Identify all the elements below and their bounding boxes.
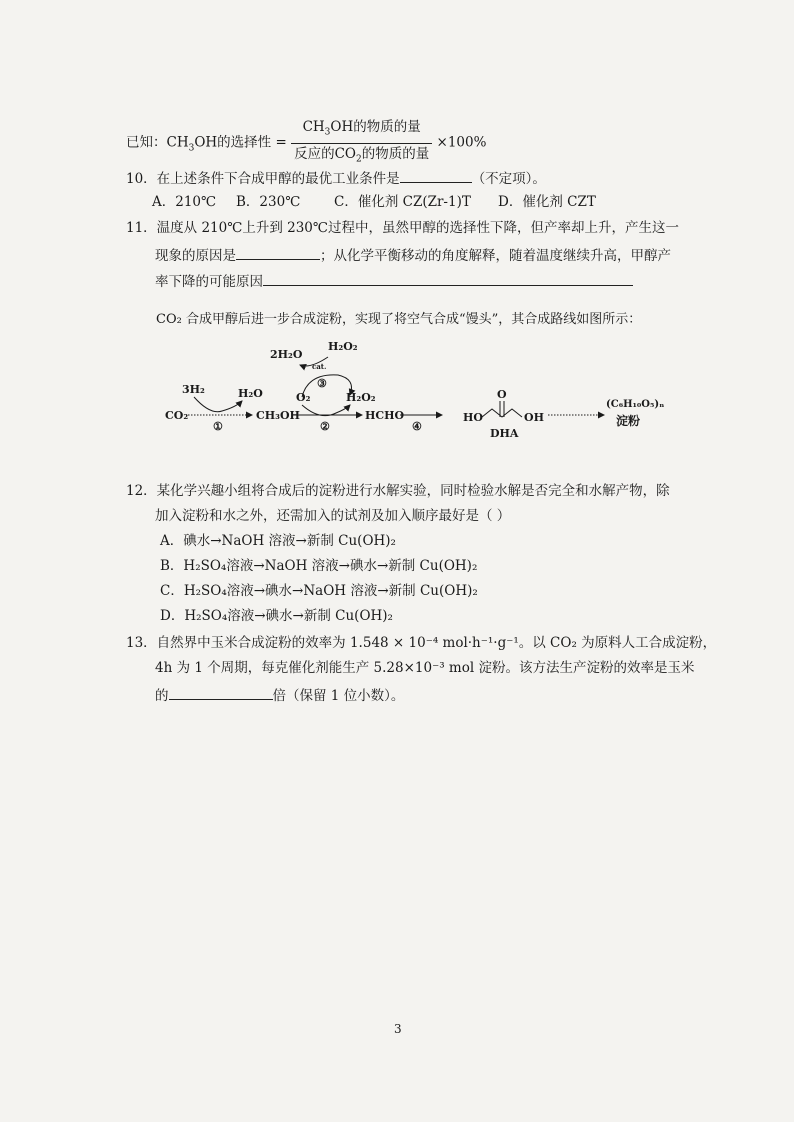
q13-answer-blank[interactable] [169,685,273,700]
q12-line2: 加入淀粉和水之外，还需加入的试剂及加入顺序最好是（ ） [155,508,511,524]
scheme-ch3oh: CH₃OH [256,409,300,422]
q10-option-a: A．210℃ [152,194,217,210]
q11-line3: 率下降的可能原因 [155,271,633,291]
scheme-starch-formula: (C₆H₁₀O₅)ₙ [606,399,665,410]
scheme-dha-label: DHA [490,427,519,440]
scheme-step1: ① [213,420,223,433]
scheme-step2: ② [320,420,330,433]
scheme-intro: CO₂ 合成甲醇后进一步合成淀粉，实现了将空气合成“馒头”，其合成路线如图所示： [156,312,642,327]
q10-option-d: D．催化剂 CZT [498,194,596,210]
scheme-h2: 3H₂ [182,383,205,396]
scheme-hcho: HCHO [365,409,405,422]
scheme-co2: CO₂ [165,409,189,422]
q10-answer-blank[interactable] [400,168,472,183]
synthesis-route-diagram [160,335,680,445]
scheme-h2o2-top: H₂O₂ [328,340,358,353]
scheme-starch-label: 淀粉 [616,414,641,428]
dha-skeleton [482,409,522,417]
scheme-dha-oh: OH [524,411,544,424]
fraction-numerator: $CH_3OH$的物质的量 [291,118,432,144]
selectivity-suffix: ×100% [436,134,487,151]
q12-option-c: C．H₂SO₄溶液→碘水→NaOH 溶液→新制 Cu(OH)₂ [160,583,478,599]
q11-line2: 现象的原因是 ；从化学平衡移动的角度解释，随着温度继续升高，甲醇产 [155,245,671,265]
scheme-h2o-top: 2H₂O [270,348,303,361]
scheme-step3: ③ [317,377,327,390]
selectivity-mid: OH的选择性 = [194,134,292,151]
scheme-h2o-1: H₂O [238,387,263,400]
scheme-cat: cat. [312,362,327,371]
fraction-denominator: 反应的$CO_2$的物质的量 [294,145,430,165]
q13-line2: 4h 为 1 个周期，每克催化剂能生产 5.28×10⁻³ mol 淀粉。该方法生产淀粉的效率是玉米 [155,660,695,676]
q11-line1: 11．温度从 210℃上升到 230℃过程中，虽然甲醇的选择性下降，但产率却上升，产生这一 [126,220,679,236]
selectivity-formula: 已知：$CH_3OH$的选择性 = $\frac{CH_3OH的物质的量}{反应的CO_2的物质的量}$ ×100% [126,118,486,168]
scheme-arc-1 [194,397,242,412]
q12-option-a: A．碘水→NaOH 溶液→新制 Cu(OH)₂ [160,533,396,549]
q11-answer-blank-2[interactable] [263,271,633,286]
scheme-o2: O₂ [296,391,311,404]
q10-option-c: C．催化剂 CZ(Zr-1)T [334,194,471,210]
scheme-h2o2-right: H₂O₂ [346,391,376,404]
selectivity-fraction [291,118,432,168]
q13-line3: 的 倍（保留 1 位小数）。 [155,685,404,705]
selectivity-prefix: 已知：CH [126,134,189,151]
q12-line1: 12．某化学兴趣小组将合成后的淀粉进行水解实验，同时检验水解是否完全和水解产物，除 [126,483,670,499]
scheme-arc-2 [302,405,350,416]
scheme-dha-ho: HO [463,411,483,424]
q10-stem: 10．在上述条件下合成甲醇的最优工业条件是 （不定项）。 [126,168,546,188]
q10-option-b: B．230℃ [236,194,301,210]
scheme-step4: ④ [412,420,422,433]
page-number: 3 [394,1022,402,1036]
scheme-dha-o: O [497,388,507,401]
q11-answer-blank-1[interactable] [236,245,320,260]
q12-option-d: D．H₂SO₄溶液→碘水→新制 Cu(OH)₂ [160,608,393,624]
q12-option-b: B．H₂SO₄溶液→NaOH 溶液→碘水→新制 Cu(OH)₂ [160,558,478,574]
q13-line1: 13．自然界中玉米合成淀粉的效率为 1.548 × 10⁻⁴ mol·h⁻¹·g⁻¹。以 CO₂ 为原料人工合成淀粉， [126,635,717,651]
